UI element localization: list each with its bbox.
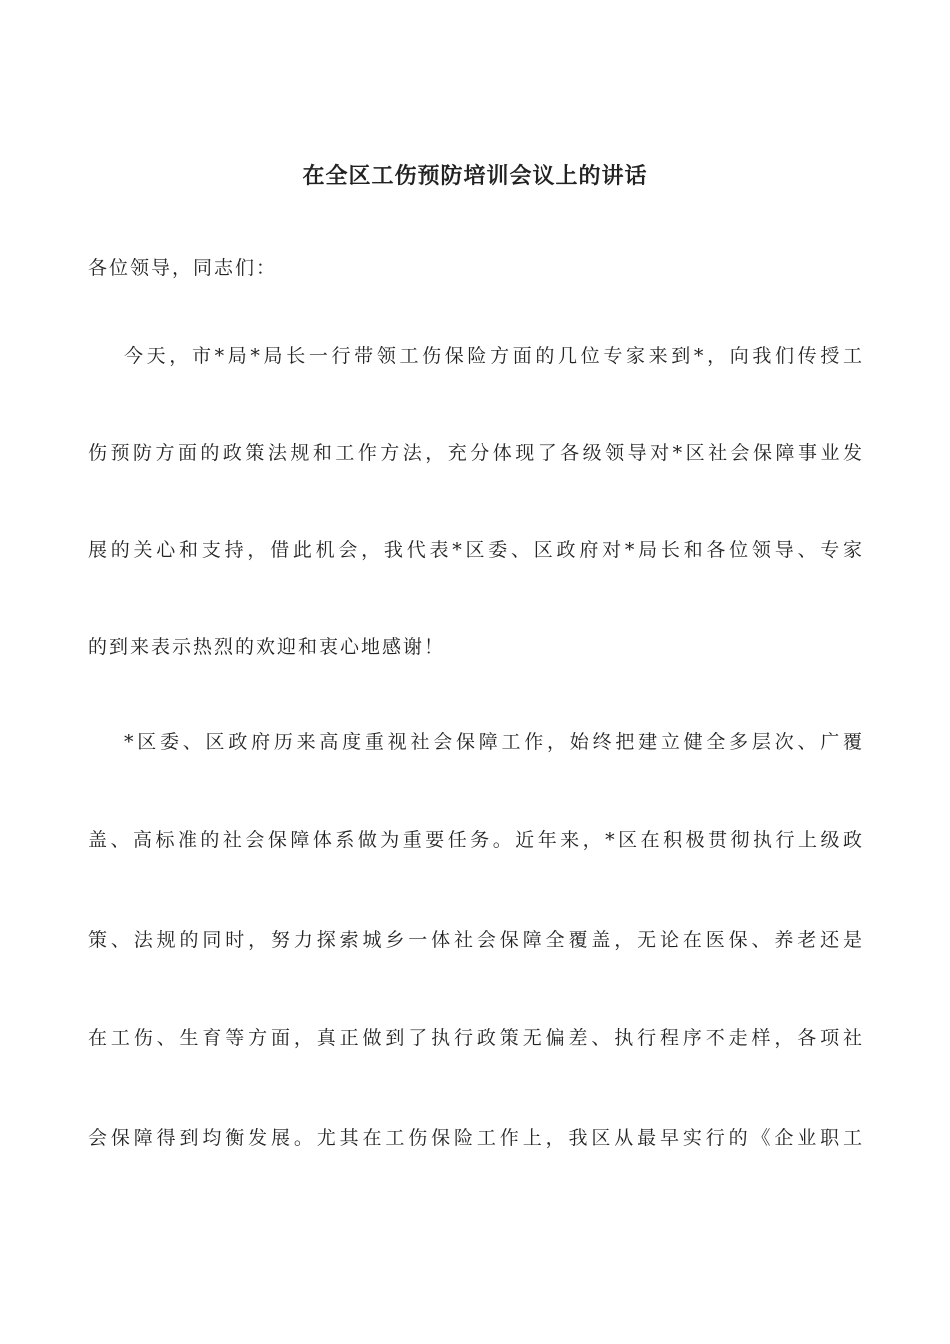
paragraph-line: 策、法规的同时，努力探索城乡一体社会保障全覆盖，无论在医保、养老还是: [88, 929, 862, 951]
paragraph-line: 展的关心和支持，借此机会，我代表*区委、区政府对*局长和各位领导、专家: [88, 539, 862, 561]
paragraph-line: 在工伤、生育等方面，真正做到了执行政策无偏差、执行程序不走样，各项社: [88, 1027, 862, 1049]
paragraph-line: 盖、高标准的社会保障体系做为重要任务。近年来，*区在积极贯彻执行上级政: [88, 829, 862, 851]
salutation: 各位领导，同志们：: [88, 257, 278, 279]
paragraph-line: 今天，市*局*局长一行带领工伤保险方面的几位专家来到*，向我们传授工: [124, 345, 862, 367]
paragraph-line: *区委、区政府历来高度重视社会保障工作，始终把建立健全多层次、广覆: [124, 731, 862, 753]
paragraph-line: 会保障得到均衡发展。尤其在工伤保险工作上，我区从最早实行的《企业职工: [88, 1127, 862, 1149]
paragraph-line: 伤预防方面的政策法规和工作方法，充分体现了各级领导对*区社会保障事业发: [88, 442, 862, 464]
document-title: 在全区工伤预防培训会议上的讲话: [302, 163, 648, 189]
paragraph-line: 的到来表示热烈的欢迎和衷心地感谢！: [88, 636, 446, 658]
